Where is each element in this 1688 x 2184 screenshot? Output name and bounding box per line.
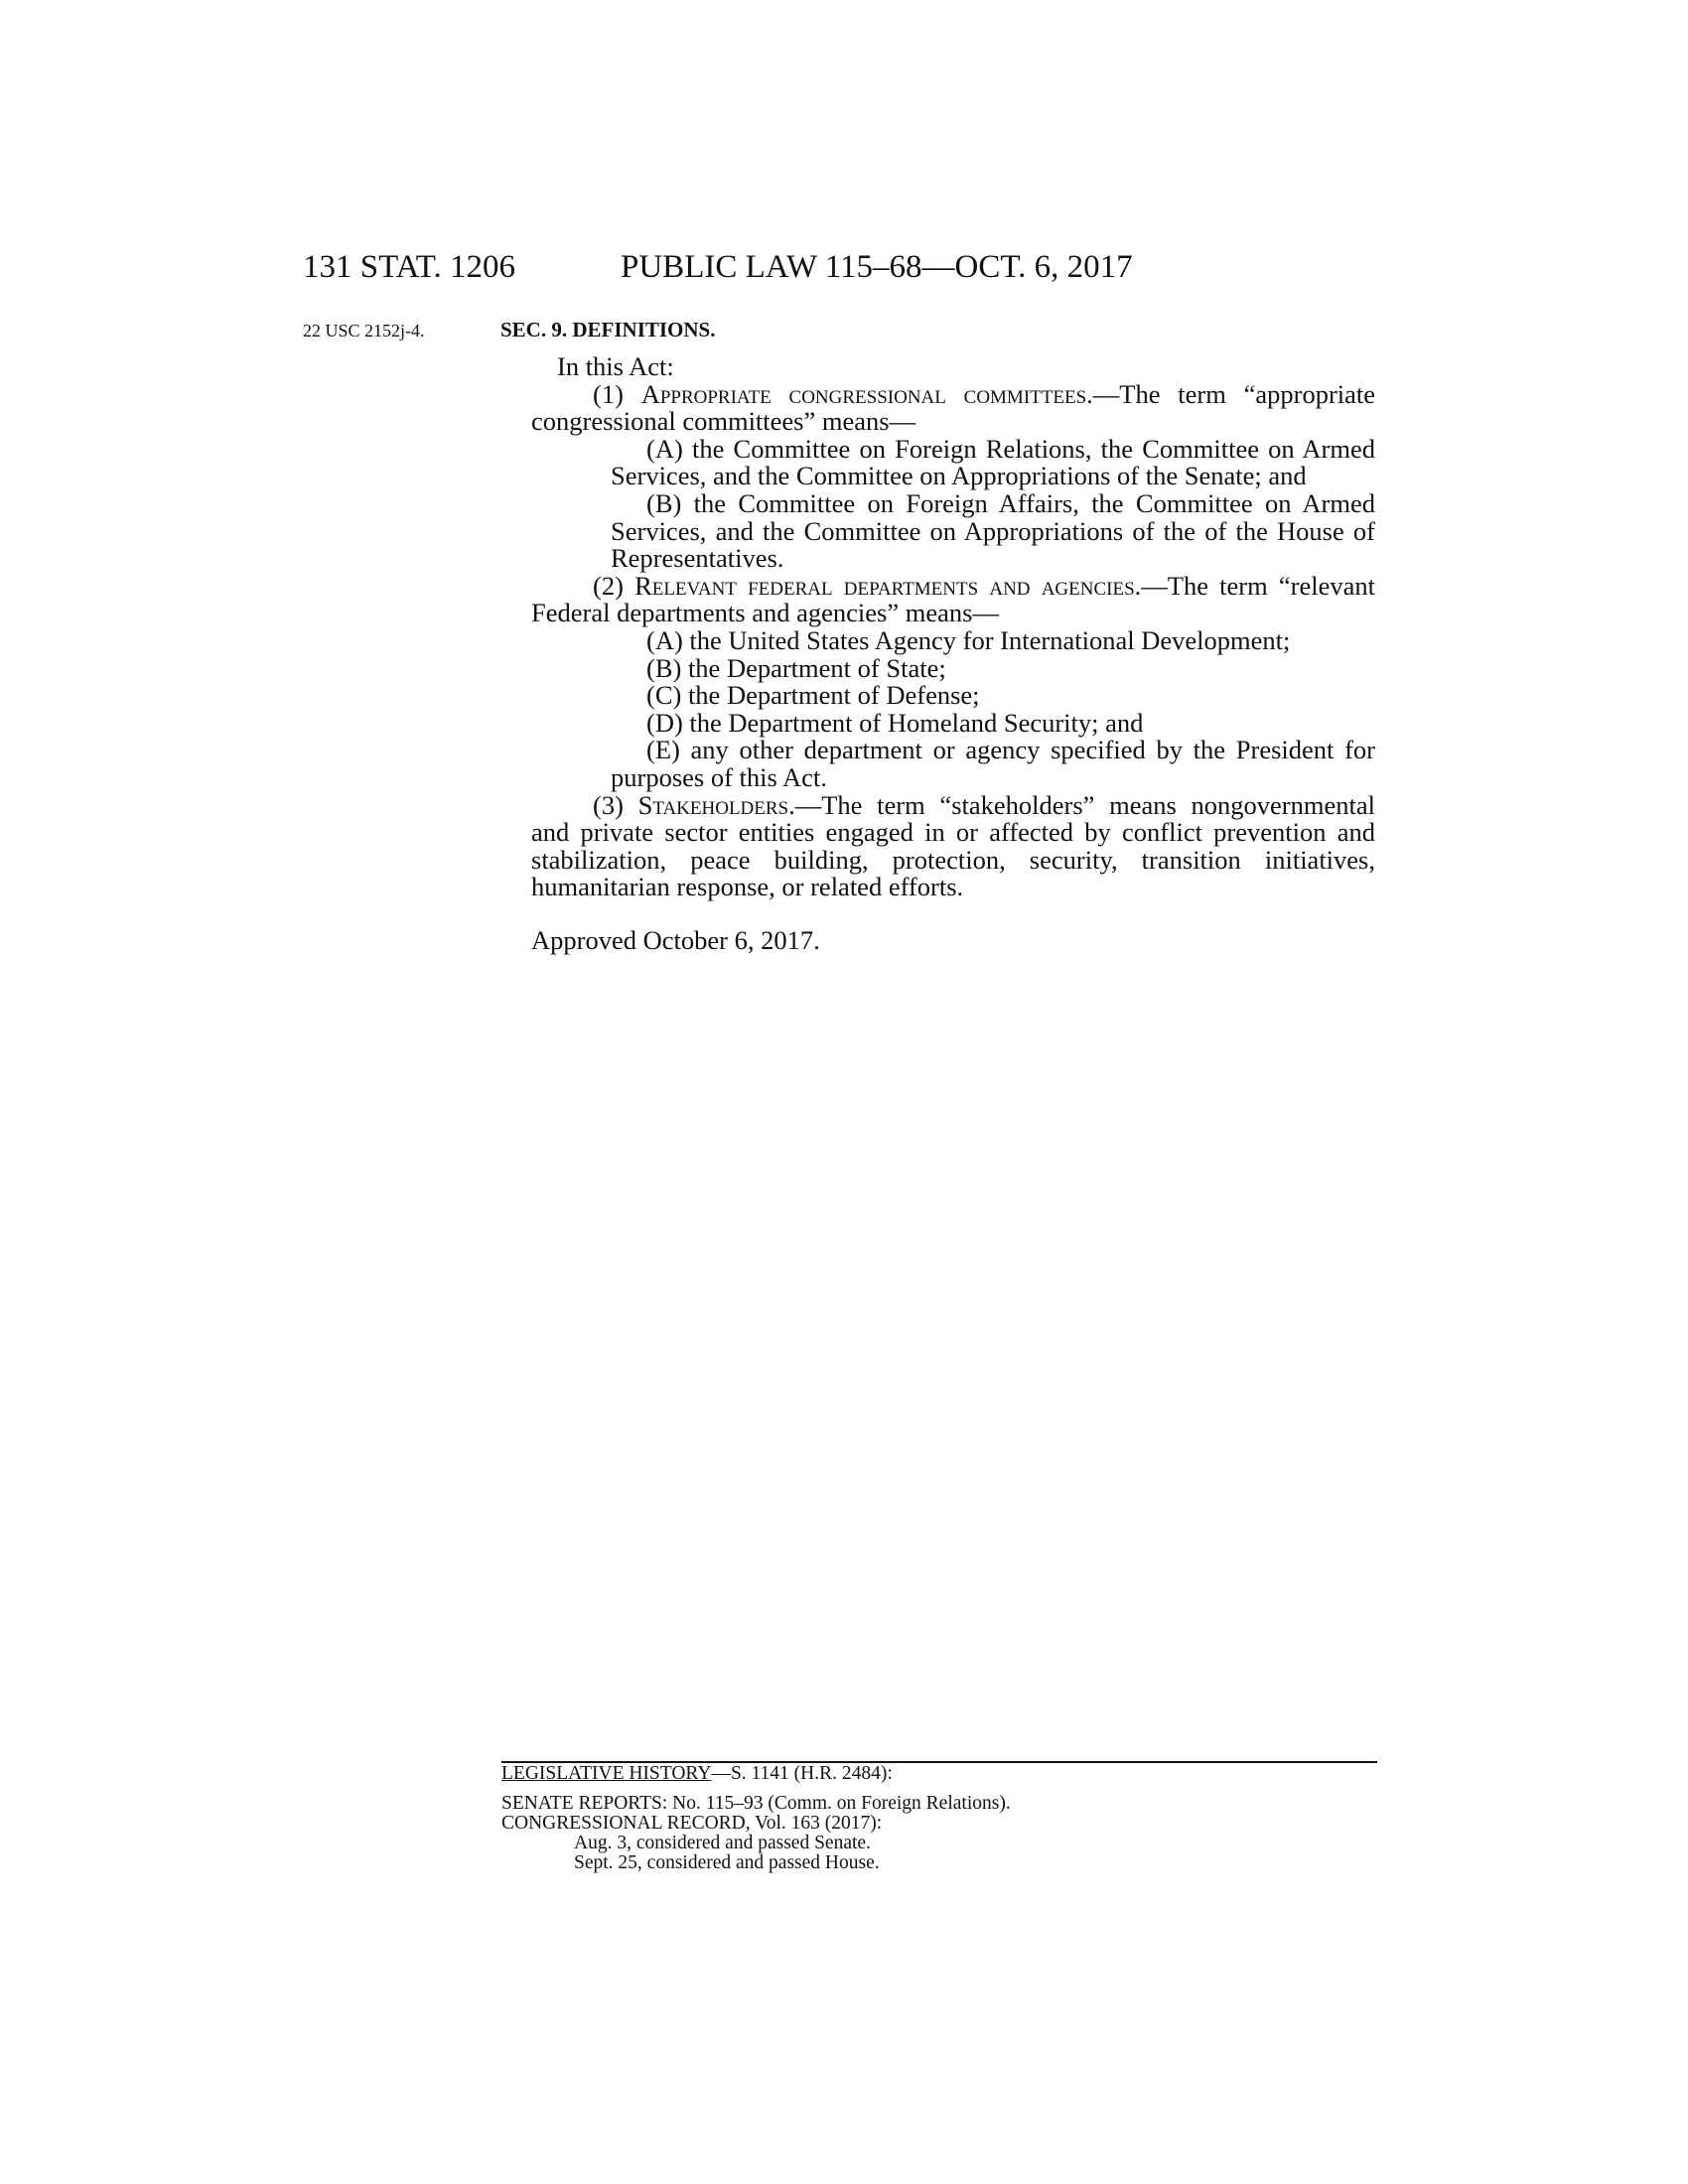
public-law-title: PUBLIC LAW 115–68—OCT. 6, 2017 (621, 249, 1133, 285)
paragraph-heading: Stakeholders (637, 789, 789, 820)
paragraph-text: .—The term “appropriate congressional committees” means— (531, 378, 1376, 437)
paragraph-number: (3) (593, 789, 638, 820)
record-entry: Aug. 3, considered and passed Senate. (574, 1833, 871, 1853)
paragraph-text: .—The term “stakeholders” means nongovernmental and private sector entities engaged in or affected by conflict prevention and stabilization, peace building, protection, security, transition initiatives, humanitarian response, or related efforts. (531, 789, 1375, 902)
congressional-record-line: CONGRESSIONAL RECORD, Vol. 163 (2017): (501, 1813, 883, 1834)
approval-date: Approved October 6, 2017. (531, 924, 820, 955)
subparagraph-2d: (D) the Department of Homeland Security; and (646, 707, 1144, 738)
intro-line: In this Act: (557, 351, 674, 381)
senate-reports-line: SENATE REPORTS: No. 115–93 (Comm. on Foreign Relations). (501, 1793, 1011, 1814)
paragraph-heading: Relevant federal departments and agencies (634, 570, 1135, 601)
section-heading: SEC. 9. DEFINITIONS. (500, 318, 716, 341)
usc-margin-note: 22 USC 2152j-4. (303, 321, 425, 341)
legislative-history-heading (501, 1764, 1377, 1784)
paragraph-heading: Appropriate congressional committees (640, 378, 1087, 409)
subparagraph-2b: (B) the Department of State; (646, 652, 946, 683)
paragraph-number: (2) (593, 570, 635, 601)
legislative-history-label: LEGISLATIVE HISTORY (501, 1763, 712, 1784)
subparagraph-2a: (A) the United States Agency for International Development; (646, 624, 1291, 655)
spacer (531, 901, 1375, 927)
subparagraph-2c: (C) the Department of Defense; (646, 680, 980, 711)
subparagraph-1a: (A) the Committee on Foreign Relations, the Committee on Armed Services, and the Committee on Appropriations of the Senate; and (611, 433, 1375, 491)
subparagraph-1b: (B) the Committee on Foreign Affairs, the Committee on Armed Services, and the Committee on Appropriations of the of the House of Representatives. (611, 487, 1375, 574)
record-entry: Sept. 25, considered and passed House. (574, 1852, 880, 1873)
paragraph-number: (1) (593, 378, 641, 409)
subparagraph-2e: (E) any other department or agency specified by the President for purposes of this Act. (611, 735, 1375, 792)
paragraph-1 (531, 378, 1376, 437)
legislative-history (501, 1764, 1377, 1873)
stat-citation: 131 STAT. 1206 (303, 249, 516, 285)
paragraph-3 (531, 789, 1375, 902)
paragraph-text: .—The term “relevant Federal departments and agencies” means— (531, 570, 1376, 628)
paragraph-2 (531, 570, 1376, 628)
legislative-history-bill: —S. 1141 (H.R. 2484): (711, 1763, 893, 1784)
section-body (531, 353, 1375, 954)
